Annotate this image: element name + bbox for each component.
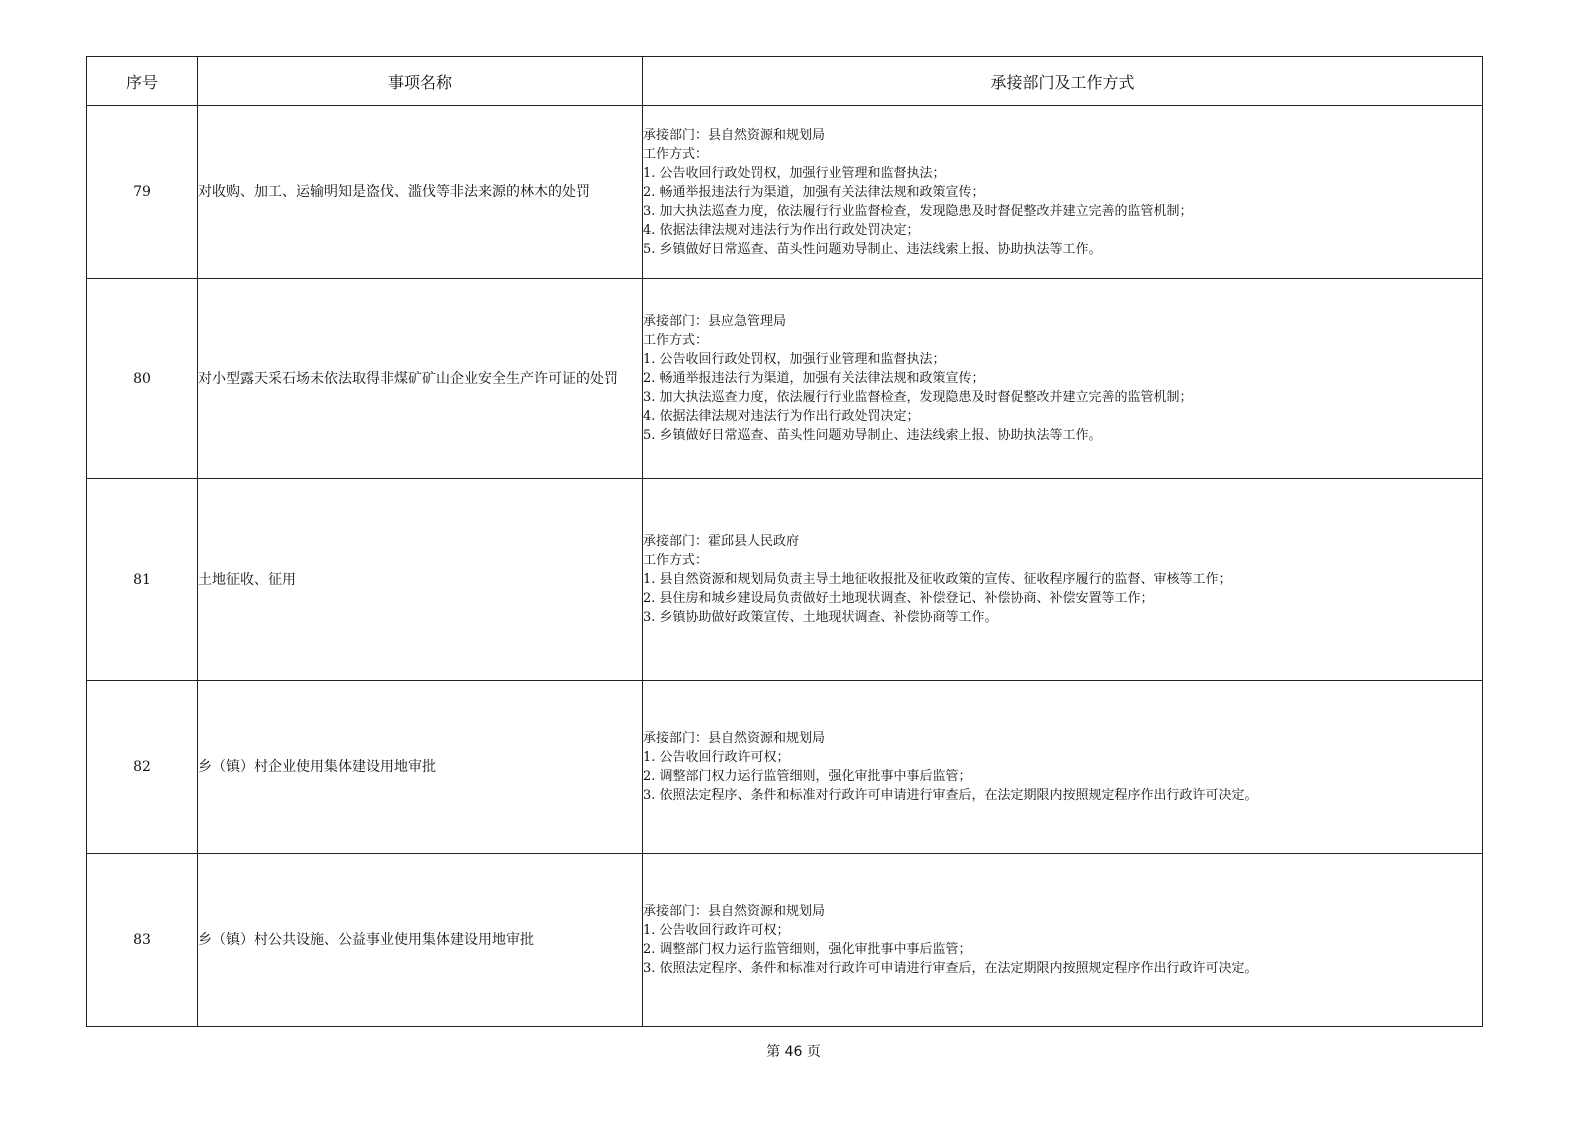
row-item-name: 乡（镇）村企业使用集体建设用地审批 [198, 681, 643, 854]
row-item-name: 土地征收、征用 [198, 479, 643, 681]
dept-line: 1. 公告收回行政处罚权，加强行业管理和监督执法； [643, 352, 946, 367]
row-seq: 81 [87, 479, 198, 681]
dept-line: 2. 畅通举报违法行为渠道，加强有关法律法规和政策宣传； [643, 371, 985, 386]
table-row [87, 681, 1483, 854]
dept-line: 3. 乡镇协助做好政策宣传、土地现状调查、补偿协商等工作。 [643, 610, 998, 625]
dept-line: 承接部门：县应急管理局 [643, 314, 787, 329]
row-item-name: 乡（镇）村公共设施、公益事业使用集体建设用地审批 [198, 854, 643, 1027]
dept-line: 4. 依据法律法规对违法行为作出行政处罚决定； [643, 409, 920, 424]
dept-line: 5. 乡镇做好日常巡查、苗头性问题劝导制止、违法线索上报、协助执法等工作。 [643, 428, 1102, 443]
dept-line: 3. 依照法定程序、条件和标准对行政许可申请进行审查后，在法定期限内按照规定程序作出行政许可决定。 [643, 788, 1258, 803]
dept-line: 工作方式： [643, 333, 709, 348]
dept-line: 3. 加大执法巡查力度，依法履行行业监督检查，发现隐患及时督促整改并建立完善的监管机制； [643, 390, 1193, 405]
row-seq: 83 [87, 854, 198, 1027]
row-seq: 80 [87, 279, 198, 479]
dept-line: 4. 依据法律法规对违法行为作出行政处罚决定； [643, 222, 920, 238]
dept-line: 工作方式： [643, 553, 709, 568]
items-table [86, 56, 1483, 1027]
header-name: 事项名称 [198, 57, 643, 106]
dept-line: 承接部门：霍邱县人民政府 [643, 534, 800, 549]
dept-line: 承接部门：县自然资源和规划局 [643, 904, 826, 919]
dept-line: 1. 公告收回行政处罚权，加强行业管理和监督执法； [643, 165, 946, 181]
row-item-name: 对收购、加工、运输明知是盗伐、滥伐等非法来源的林木的处罚 [198, 106, 643, 279]
row-dept-method [643, 854, 1483, 1027]
row-dept-method [643, 106, 1483, 279]
dept-line: 2. 畅通举报违法行为渠道，加强有关法律法规和政策宣传； [643, 184, 985, 200]
row-item-name: 对小型露天采石场未依法取得非煤矿矿山企业安全生产许可证的处罚 [198, 279, 643, 479]
dept-line: 2. 县住房和城乡建设局负责做好土地现状调查、补偿登记、补偿协商、补偿安置等工作； [643, 591, 1154, 606]
dept-line: 承接部门：县自然资源和规划局 [643, 127, 826, 143]
table-row [87, 479, 1483, 681]
page-number: 第 46 页 [766, 1044, 821, 1060]
dept-line: 3. 依照法定程序、条件和标准对行政许可申请进行审查后，在法定期限内按照规定程序作出行政许可决定。 [643, 961, 1258, 976]
dept-line: 1. 公告收回行政许可权； [643, 750, 790, 765]
table-row [87, 279, 1483, 479]
dept-line: 5. 乡镇做好日常巡查、苗头性问题劝导制止、违法线索上报、协助执法等工作。 [643, 241, 1102, 257]
row-seq: 79 [87, 106, 198, 279]
row-dept-method [643, 279, 1483, 479]
dept-line: 工作方式： [643, 146, 709, 162]
table-row [87, 106, 1483, 279]
dept-line: 1. 县自然资源和规划局负责主导土地征收报批及征收政策的宣传、征收程序履行的监督、审核等工作； [643, 572, 1232, 587]
dept-line: 承接部门：县自然资源和规划局 [643, 731, 826, 746]
header-row [87, 57, 1483, 106]
header-dept: 承接部门及工作方式 [643, 57, 1483, 106]
header-seq: 序号 [87, 57, 198, 106]
dept-line: 1. 公告收回行政许可权； [643, 923, 790, 938]
row-dept-method [643, 479, 1483, 681]
row-seq: 82 [87, 681, 198, 854]
dept-line: 2. 调整部门权力运行监管细则，强化审批事中事后监管； [643, 769, 972, 784]
row-dept-method [643, 681, 1483, 854]
dept-line: 3. 加大执法巡查力度，依法履行行业监督检查，发现隐患及时督促整改并建立完善的监管机制； [643, 203, 1193, 219]
dept-line: 2. 调整部门权力运行监管细则，强化审批事中事后监管； [643, 942, 972, 957]
table-row [87, 854, 1483, 1027]
